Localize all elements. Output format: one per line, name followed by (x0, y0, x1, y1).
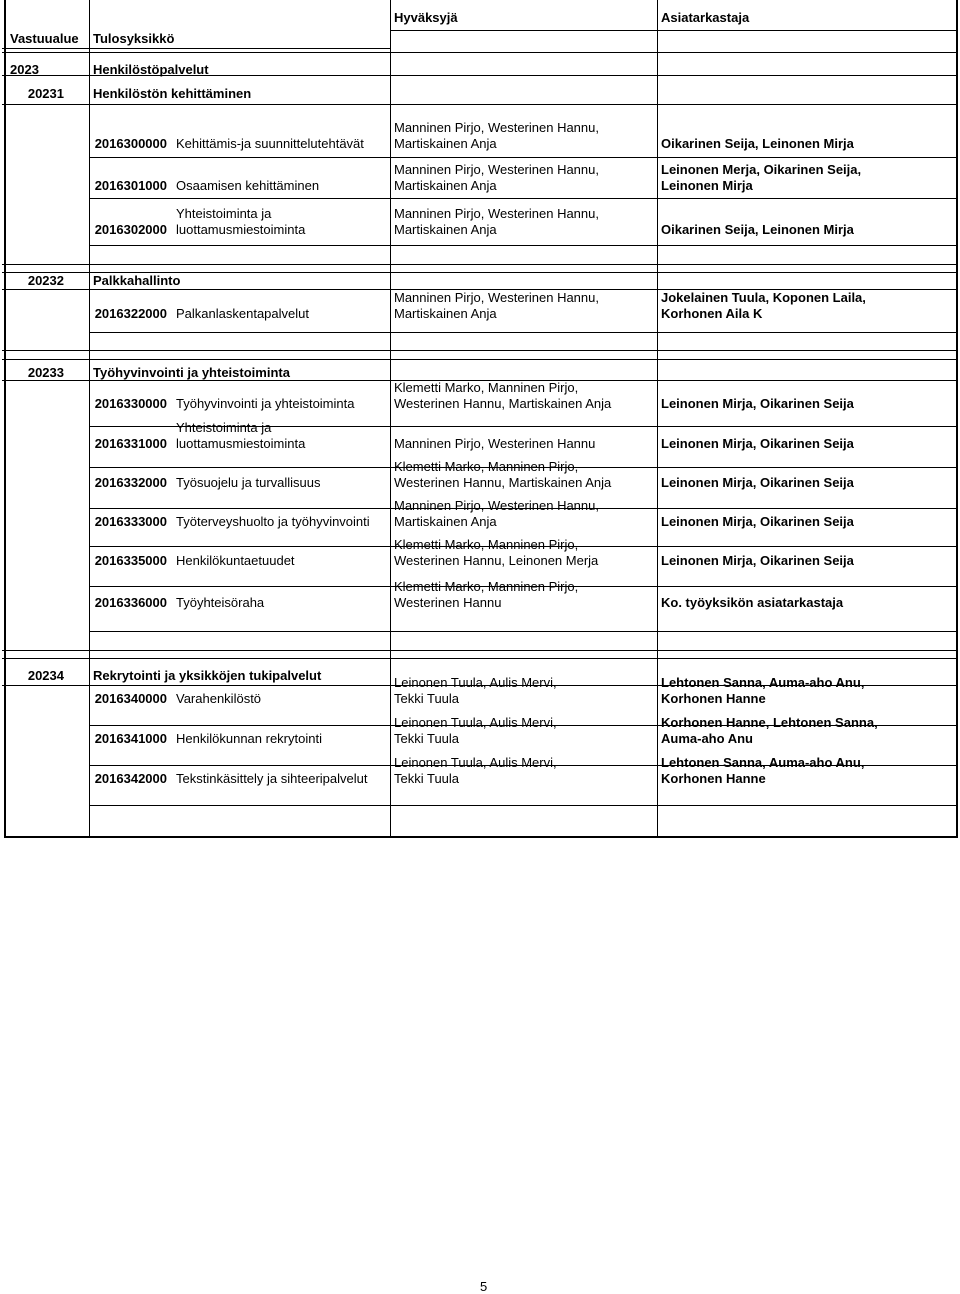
checker-text: Lehtonen Sanna, Auma-aho Anu, (661, 755, 865, 770)
approver-text: Martiskainen Anja (394, 222, 497, 237)
group-name: Palkkahallinto (93, 273, 181, 288)
approver-text: Leinonen Tuula, Aulis Mervi, (394, 675, 557, 690)
approver-text: Manninen Pirjo, Westerinen Hannu, (394, 162, 599, 177)
row-name: luottamusmiestoiminta (176, 222, 306, 237)
header-hyvaksyja: Hyväksyjä (394, 10, 458, 25)
row-divider-4 (2, 104, 957, 105)
row-divider-21 (2, 650, 957, 651)
row-code: 2016341000 (94, 731, 167, 746)
approver-text: Klemetti Marko, Manninen Pirjo, (394, 459, 579, 474)
row-name: Yhteistoiminta ja (176, 206, 272, 221)
checker-text: Korhonen Hanne (661, 691, 766, 706)
row-code: 2016342000 (94, 771, 167, 786)
approver-text: Westerinen Hannu (394, 595, 502, 610)
row-code: 2016322000 (94, 306, 167, 321)
row-code: 2016330000 (94, 396, 167, 411)
row-divider-5 (90, 157, 957, 158)
row-code: 2016300000 (94, 136, 167, 151)
checker-text: Leinonen Mirja, Oikarinen Seija (661, 514, 854, 529)
approver-text: Manninen Pirjo, Westerinen Hannu (394, 436, 596, 451)
row-name: Työyhteisöraha (176, 595, 265, 610)
checker-text: Ko. työyksikön asiatarkastaja (661, 595, 844, 610)
header-vastuualue: Vastuualue (10, 31, 79, 46)
row-code: 2016335000 (94, 553, 167, 568)
row-divider-22 (2, 658, 957, 659)
row-divider-11 (90, 332, 957, 333)
row-name: Tekstinkäsittely ja sihteeripalvelut (176, 771, 368, 786)
checker-text: Korhonen Hanne (661, 771, 766, 786)
row-divider-7 (90, 245, 957, 246)
checker-text: Korhonen Aila K (661, 306, 763, 321)
approver-text: Leinonen Tuula, Aulis Mervi, (394, 715, 557, 730)
row-name: Työsuojelu ja turvallisuus (176, 475, 321, 490)
approver-text: Manninen Pirjo, Westerinen Hannu, (394, 498, 599, 513)
approver-text: Martiskainen Anja (394, 306, 497, 321)
approver-text: Klemetti Marko, Manninen Pirjo, (394, 537, 579, 552)
row-code: 2016302000 (94, 222, 167, 237)
group-code: 20233 (27, 365, 64, 380)
row-divider-8 (2, 264, 957, 265)
approver-text: Klemetti Marko, Manninen Pirjo, (394, 579, 579, 594)
area-name: Henkilöstöpalvelut (93, 62, 209, 77)
row-name: luottamusmiestoiminta (176, 436, 306, 451)
approver-text: Martiskainen Anja (394, 136, 497, 151)
row-divider-12 (2, 350, 957, 351)
checker-text: Leinonen Merja, Oikarinen Seija, (661, 162, 862, 177)
approver-text: Martiskainen Anja (394, 178, 497, 193)
row-divider-20 (90, 631, 957, 632)
row-code: 2016340000 (94, 691, 167, 706)
page-number: 5 (480, 1279, 488, 1294)
approval-table (4, 0, 958, 838)
row-name: Varahenkilöstö (176, 691, 262, 706)
row-divider-1 (390, 30, 957, 31)
row-name: Työhyvinvointi ja yhteistoiminta (176, 396, 355, 411)
row-name: Henkilökunnan rekrytointi (176, 731, 322, 746)
row-name: Palkanlaskentapalvelut (176, 306, 309, 321)
row-divider-13 (2, 359, 957, 360)
row-code: 2016336000 (94, 595, 167, 610)
header-asiatarkastaja: Asiatarkastaja (661, 10, 750, 25)
row-name: Osaamisen kehittäminen (176, 178, 320, 193)
row-code: 2016333000 (94, 514, 167, 529)
col-divider-3 (657, 0, 658, 838)
checker-text: Leinonen Mirja (661, 178, 753, 193)
checker-text: Leinonen Mirja, Oikarinen Seija (661, 475, 854, 490)
approver-text: Manninen Pirjo, Westerinen Hannu, (394, 290, 599, 305)
row-divider-2 (2, 52, 957, 53)
header-tulosyksikko: Tulosyksikkö (93, 31, 175, 46)
row-divider-0 (2, 48, 390, 49)
row-name: Työterveyshuolto ja työhyvinvointi (176, 514, 370, 529)
approver-text: Leinonen Tuula, Aulis Mervi, (394, 755, 557, 770)
approver-text: Manninen Pirjo, Westerinen Hannu, (394, 206, 599, 221)
row-code: 2016332000 (94, 475, 167, 490)
group-name: Työhyvinvointi ja yhteistoiminta (93, 365, 290, 380)
approver-text: Klemetti Marko, Manninen Pirjo, (394, 380, 579, 395)
row-name: Henkilökuntaetuudet (176, 553, 295, 568)
approver-text: Westerinen Hannu, Martiskainen Anja (394, 475, 612, 490)
row-code: 2016331000 (94, 436, 167, 451)
col-divider-2 (390, 0, 391, 838)
group-name: Henkilöstön kehittäminen (93, 86, 252, 101)
area-code: 2023 (10, 62, 39, 77)
col-divider-1 (89, 0, 90, 838)
checker-text: Lehtonen Sanna, Auma-aho Anu, (661, 675, 865, 690)
approver-text: Westerinen Hannu, Leinonen Merja (394, 553, 599, 568)
checker-text: Jokelainen Tuula, Koponen Laila, (661, 290, 866, 305)
checker-text: Leinonen Mirja, Oikarinen Seija (661, 396, 854, 411)
checker-text: Oikarinen Seija, Leinonen Mirja (661, 222, 854, 237)
row-divider-26 (90, 805, 957, 806)
row-divider-6 (90, 198, 957, 199)
group-name: Rekrytointi ja yksikköjen tukipalvelut (93, 668, 322, 683)
group-code: 20232 (27, 273, 64, 288)
group-code: 20231 (27, 86, 64, 101)
approver-text: Tekki Tuula (394, 771, 460, 786)
row-name: Yhteistoiminta ja (176, 420, 272, 435)
checker-text: Leinonen Mirja, Oikarinen Seija (661, 553, 854, 568)
approver-text: Manninen Pirjo, Westerinen Hannu, (394, 120, 599, 135)
checker-text: Korhonen Hanne, Lehtonen Sanna, (661, 715, 878, 730)
row-name: Kehittämis-ja suunnittelutehtävät (176, 136, 364, 151)
group-code: 20234 (27, 668, 64, 683)
checker-text: Auma-aho Anu (661, 731, 753, 746)
approver-text: Tekki Tuula (394, 731, 460, 746)
approver-text: Tekki Tuula (394, 691, 460, 706)
checker-text: Leinonen Mirja, Oikarinen Seija (661, 436, 854, 451)
approver-text: Martiskainen Anja (394, 514, 497, 529)
checker-text: Oikarinen Seija, Leinonen Mirja (661, 136, 854, 151)
approver-text: Westerinen Hannu, Martiskainen Anja (394, 396, 612, 411)
row-code: 2016301000 (94, 178, 167, 193)
